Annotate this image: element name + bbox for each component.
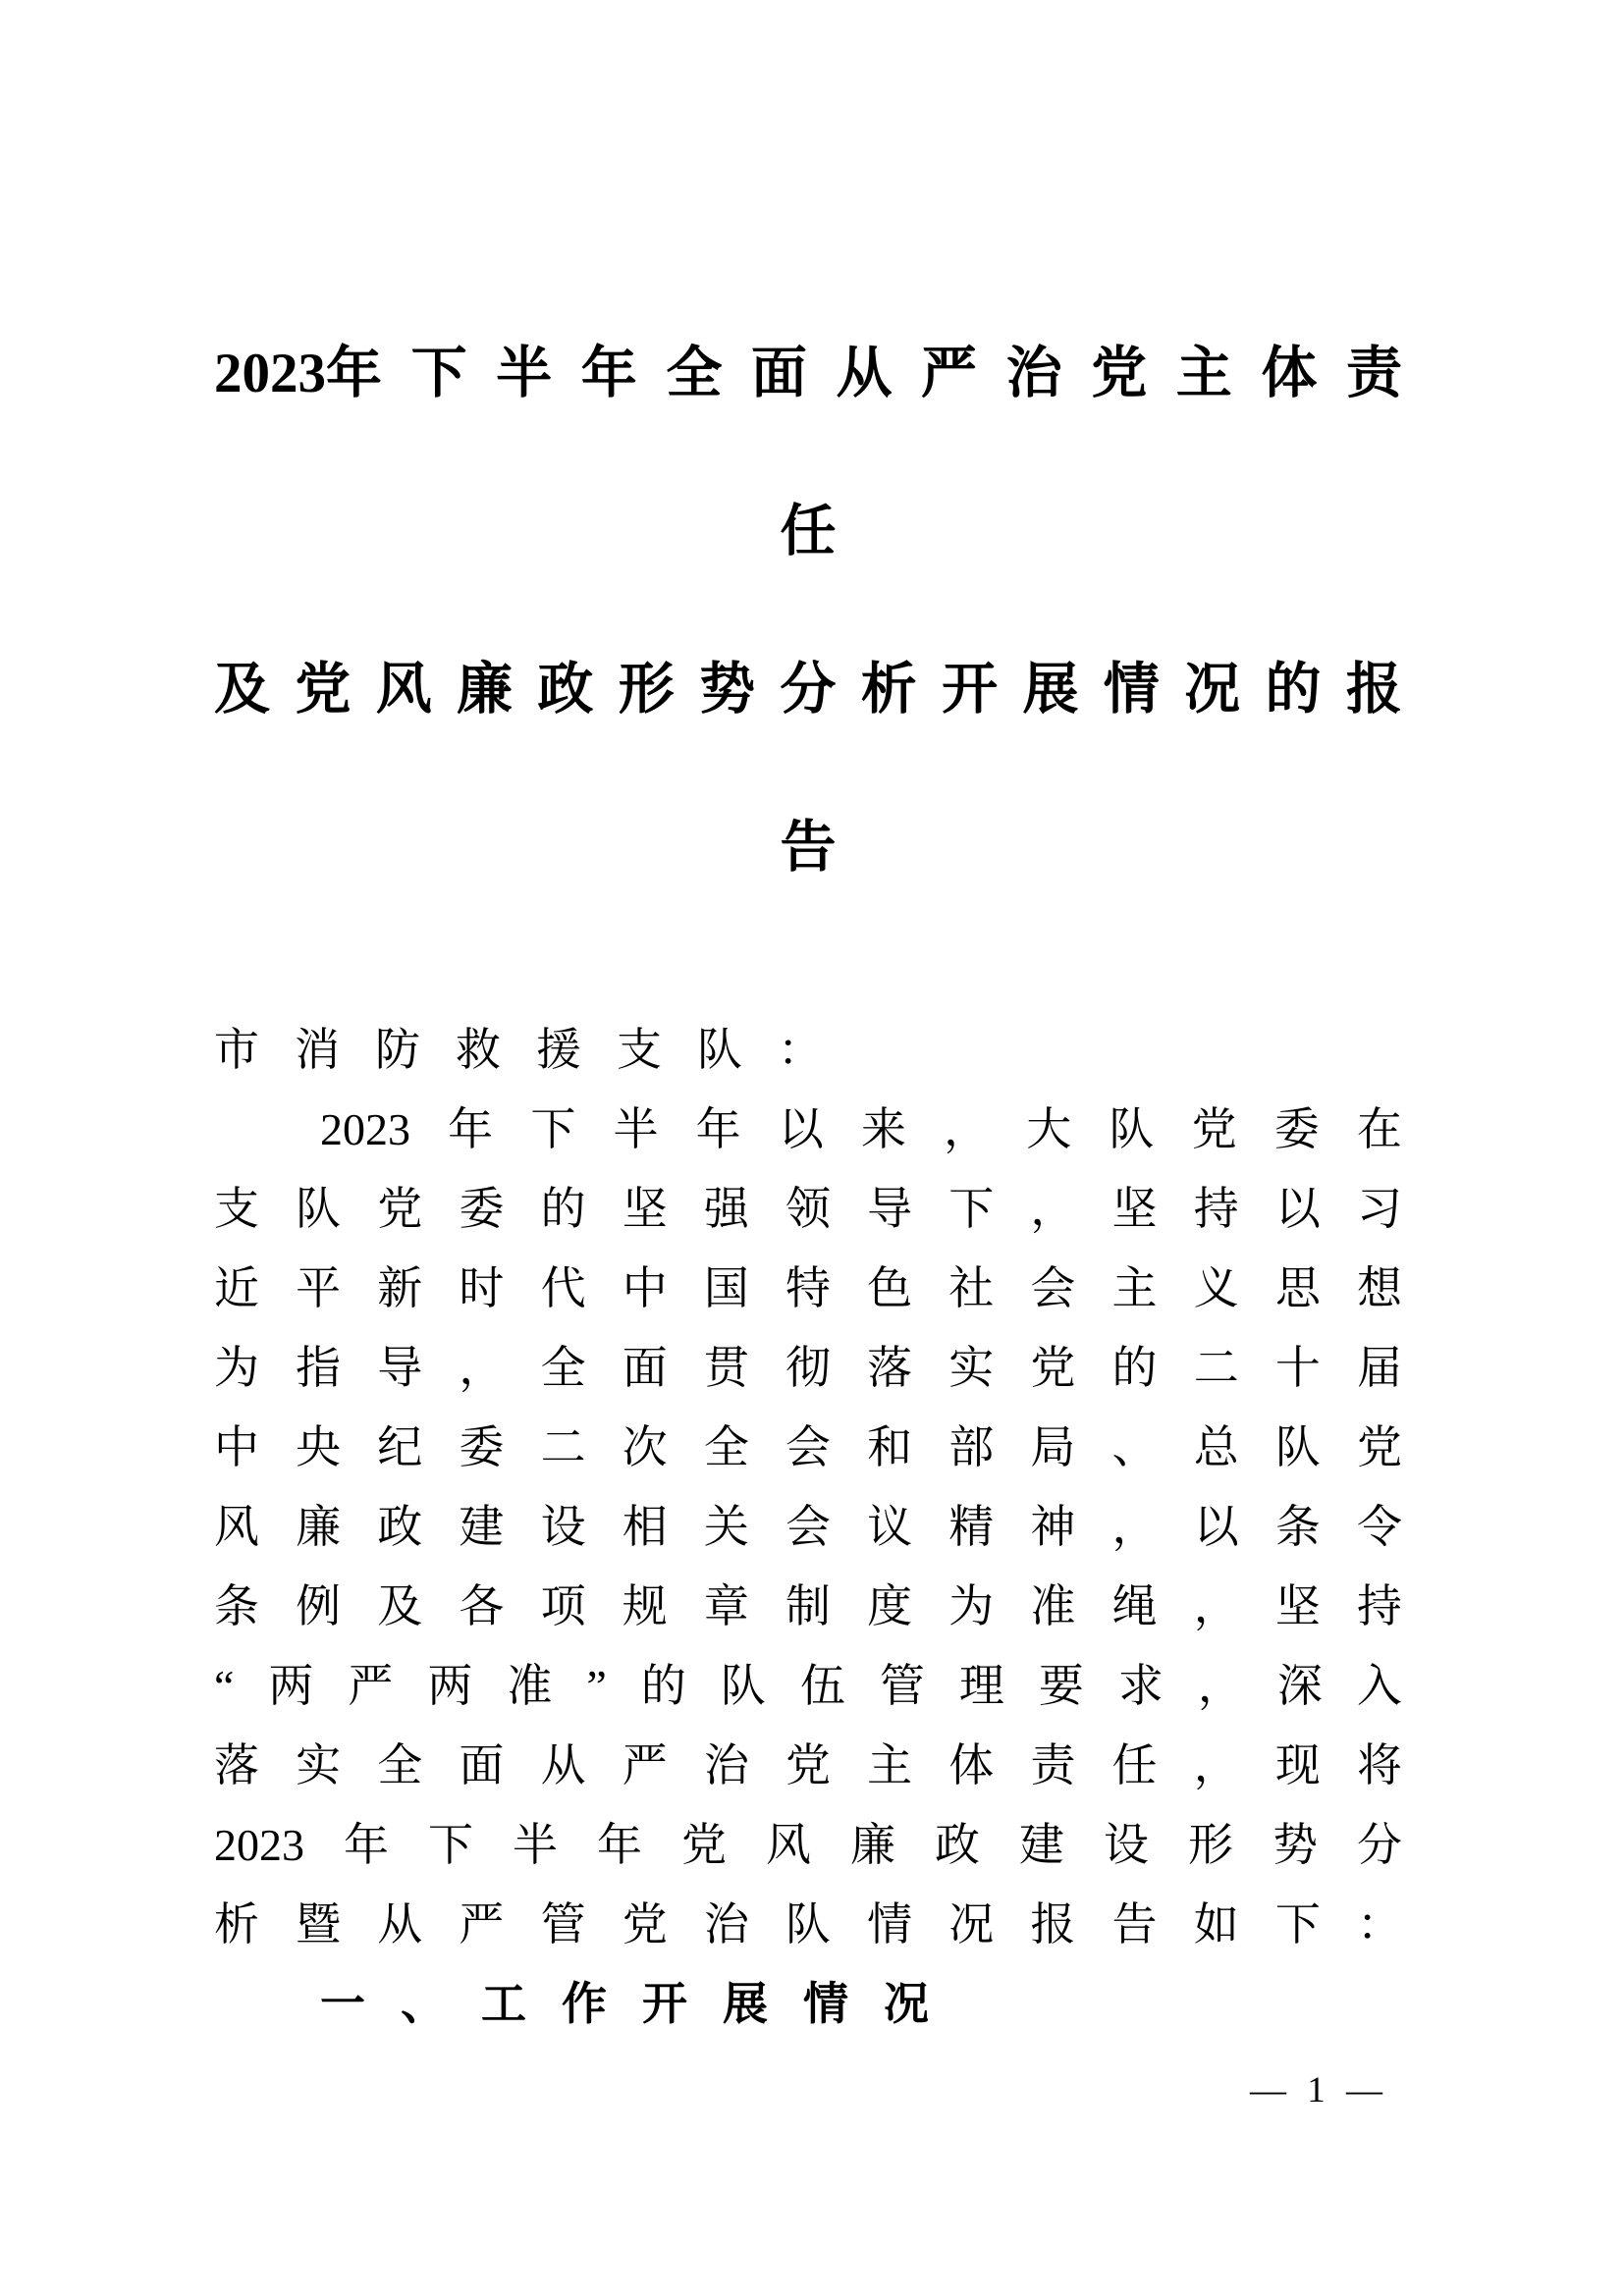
- text-token: 政: [935, 1820, 980, 1870]
- text-token: 习: [1356, 1184, 1402, 1234]
- title-line-1: [214, 294, 1402, 453]
- text-token: 伍: [799, 1661, 845, 1711]
- text-token: 形: [1188, 1820, 1233, 1870]
- text-token: ：: [1356, 1899, 1402, 1949]
- text-token: 届: [1356, 1343, 1402, 1393]
- text-token: 、: [1111, 1422, 1158, 1472]
- text-token: 设: [540, 1502, 586, 1552]
- text-token: 治: [1005, 343, 1062, 404]
- text-token: 中: [622, 1263, 668, 1313]
- text-token: 求: [1117, 1661, 1164, 1711]
- text-token: 条: [1274, 1502, 1321, 1552]
- text-token: 下: [428, 1820, 473, 1870]
- text-token: 在: [1356, 1104, 1402, 1154]
- text-token: 章: [703, 1581, 749, 1631]
- text-token: 持: [1193, 1184, 1239, 1234]
- text-token: 议: [867, 1502, 913, 1552]
- text-token: 委: [1273, 1104, 1320, 1154]
- text-token: 体: [948, 1740, 995, 1790]
- text-token: 色: [867, 1263, 913, 1313]
- text-token: 彻: [785, 1343, 831, 1393]
- text-token: 救: [456, 1025, 501, 1075]
- text-token: 来: [860, 1104, 906, 1154]
- text-token: 相: [622, 1502, 668, 1552]
- text-token: 坚: [1111, 1184, 1158, 1234]
- paragraph-line: [214, 1328, 1402, 1408]
- text-token: 管: [540, 1899, 586, 1949]
- text-token: 制: [785, 1581, 831, 1631]
- text-token: 廉: [296, 1502, 342, 1552]
- text-token: 全: [377, 1740, 423, 1790]
- text-token: “: [214, 1661, 235, 1711]
- text-token: ，: [1193, 1581, 1239, 1631]
- text-token: 防: [375, 1025, 420, 1075]
- text-token: 近: [214, 1263, 259, 1313]
- text-token: 半: [496, 343, 553, 404]
- text-token: 2023: [320, 1104, 410, 1154]
- text-token: 政: [377, 1502, 423, 1552]
- text-token: 队: [1109, 1104, 1155, 1154]
- text-token: 支: [617, 1025, 662, 1075]
- text-token: ，: [1193, 1740, 1239, 1790]
- text-token: 援: [536, 1025, 581, 1075]
- text-token: 严: [348, 1661, 394, 1711]
- text-token: 任: [1111, 1740, 1158, 1790]
- text-token: 实: [948, 1343, 995, 1393]
- text-token: 半: [613, 1104, 659, 1154]
- text-token: 面: [622, 1343, 668, 1393]
- text-token: 落: [214, 1740, 259, 1790]
- text-token: 分: [780, 659, 837, 721]
- text-token: 、: [401, 1978, 446, 2029]
- text-token: ：: [778, 1025, 823, 1075]
- text-token: 党: [1030, 1343, 1076, 1393]
- text-token: 作: [562, 1978, 607, 2029]
- text-token: 党: [295, 659, 352, 721]
- text-token: 现: [1274, 1740, 1321, 1790]
- text-token: 总: [1193, 1422, 1239, 1472]
- text-token: 国: [703, 1263, 749, 1313]
- text-token: 全: [540, 1343, 586, 1393]
- text-token: 年: [448, 1104, 494, 1154]
- text-token: 两: [427, 1661, 473, 1711]
- text-token: 况: [1184, 659, 1241, 721]
- text-token: 委: [459, 1184, 505, 1234]
- text-token: 坚: [1274, 1581, 1321, 1631]
- text-token: 会: [1030, 1263, 1076, 1313]
- text-token: 贯: [703, 1343, 749, 1393]
- text-token: 析: [860, 659, 917, 721]
- text-token: 绳: [1111, 1581, 1158, 1631]
- text-token: 规: [622, 1581, 668, 1631]
- text-token: 会: [785, 1422, 831, 1472]
- text-token: 暨: [296, 1899, 342, 1949]
- text-token: 年: [580, 343, 637, 404]
- text-token: 责: [1030, 1740, 1076, 1790]
- paragraph-line: [214, 1169, 1402, 1249]
- title-line-3: [214, 611, 1402, 769]
- text-token: 将: [1356, 1740, 1402, 1790]
- text-token: 党: [622, 1899, 668, 1949]
- text-token: 一: [320, 1978, 365, 2029]
- text-token: 下: [530, 1104, 576, 1154]
- text-token: ，: [944, 1104, 990, 1154]
- text-token: 建: [1019, 1820, 1064, 1870]
- text-token: 报: [1345, 659, 1402, 721]
- text-token: 析: [214, 1899, 259, 1949]
- text-token: 体: [1261, 343, 1318, 404]
- text-token: 党: [1356, 1422, 1402, 1472]
- text-token: 和: [867, 1422, 913, 1472]
- text-token: 党: [1091, 343, 1148, 404]
- text-token: 例: [296, 1581, 342, 1631]
- text-token: 队: [785, 1899, 831, 1949]
- text-token: 风: [375, 659, 432, 721]
- text-token: 党: [1191, 1104, 1237, 1154]
- text-token: 年: [344, 1820, 389, 1870]
- text-token: 势: [699, 659, 756, 721]
- text-token: 全: [703, 1422, 749, 1472]
- text-token: 开: [942, 659, 999, 721]
- text-token: 准: [1030, 1581, 1076, 1631]
- text-token: 实: [296, 1740, 342, 1790]
- text-token: 党: [377, 1184, 423, 1234]
- text-token: 为: [214, 1343, 259, 1393]
- text-token: 从: [377, 1899, 423, 1949]
- text-token: 的: [640, 1661, 686, 1711]
- text-token: 主: [867, 1740, 913, 1790]
- text-token: 下: [410, 343, 467, 404]
- text-token: 入: [1356, 1661, 1402, 1711]
- text-token: 义: [1193, 1263, 1239, 1313]
- text-token: 从: [540, 1740, 586, 1790]
- text-token: 情: [1103, 659, 1160, 721]
- text-token: 情: [803, 1978, 848, 2029]
- text-token: 以: [1193, 1502, 1239, 1552]
- text-token: 2023: [214, 1820, 304, 1870]
- text-token: 及: [377, 1581, 423, 1631]
- title-line-2: [214, 453, 1402, 611]
- text-token: 令: [1356, 1502, 1402, 1552]
- text-token: 年: [695, 1104, 741, 1154]
- text-token: 风: [214, 1502, 259, 1552]
- text-token: 大: [1026, 1104, 1072, 1154]
- text-token: 消: [295, 1025, 340, 1075]
- text-token: 平: [296, 1263, 342, 1313]
- text-token: 精: [948, 1502, 995, 1552]
- text-token: 队: [1274, 1422, 1321, 1472]
- text-token: 落: [867, 1343, 913, 1393]
- text-token: 如: [1193, 1899, 1239, 1949]
- text-token: 面: [750, 343, 807, 404]
- text-token: 两: [268, 1661, 314, 1711]
- text-token: 思: [1274, 1263, 1321, 1313]
- text-token: 半: [513, 1820, 558, 1870]
- text-token: 队: [697, 1025, 742, 1075]
- text-token: 从: [836, 343, 893, 404]
- text-token: 管: [879, 1661, 925, 1711]
- text-token: 党: [681, 1820, 727, 1870]
- text-token: 政: [537, 659, 594, 721]
- text-token: 的: [1111, 1343, 1158, 1393]
- text-token: 部: [948, 1422, 995, 1472]
- paragraph-line: [214, 1646, 1402, 1726]
- paragraph-line: [214, 1726, 1402, 1805]
- text-token: 展: [1022, 659, 1079, 721]
- paragraph-line: [214, 1885, 1402, 1964]
- text-token: 工: [481, 1978, 526, 2029]
- text-token: 严: [921, 343, 978, 404]
- text-token: 情: [867, 1899, 913, 1949]
- text-token: 理: [958, 1661, 1004, 1711]
- text-token: 队: [720, 1661, 766, 1711]
- text-token: 各: [459, 1581, 505, 1631]
- text-token: 二: [540, 1422, 586, 1472]
- page-number: — 1 —: [1250, 2070, 1388, 2110]
- text-token: 特: [785, 1263, 831, 1313]
- section-heading: [214, 1964, 1402, 2044]
- text-token: 委: [459, 1422, 505, 1472]
- text-token: 下: [1274, 1899, 1321, 1949]
- text-token: 严: [459, 1899, 505, 1949]
- text-token: 面: [459, 1740, 505, 1790]
- text-token: 局: [1030, 1422, 1076, 1472]
- text-token: 想: [1356, 1263, 1402, 1313]
- salutation-line: [214, 1010, 1402, 1090]
- text-token: 治: [703, 1740, 749, 1790]
- paragraph-line: [214, 1090, 1402, 1169]
- text-token: 的: [540, 1184, 586, 1234]
- text-token: ，: [1030, 1184, 1076, 1234]
- text-token: 十: [1274, 1343, 1321, 1393]
- text-token: 况: [948, 1899, 995, 1949]
- text-token: 深: [1276, 1661, 1323, 1711]
- text-token: 展: [723, 1978, 768, 2029]
- text-token: 廉: [850, 1820, 895, 1870]
- text-token: 形: [618, 659, 675, 721]
- text-token: 势: [1272, 1820, 1318, 1870]
- text-token: 准: [507, 1661, 553, 1711]
- text-token: 队: [296, 1184, 342, 1234]
- paragraph-line: [214, 1249, 1402, 1328]
- document-title: [214, 294, 1402, 927]
- text-token: 持: [1356, 1581, 1402, 1631]
- text-token: 年: [597, 1820, 642, 1870]
- text-token: 导: [867, 1184, 913, 1234]
- text-token: 时: [459, 1263, 505, 1313]
- text-token: 坚: [622, 1184, 668, 1234]
- text-token: 二: [1193, 1343, 1239, 1393]
- text-token: 项: [540, 1581, 586, 1631]
- text-token: 神: [1030, 1502, 1076, 1552]
- text-token: 会: [785, 1502, 831, 1552]
- text-token: 关: [703, 1502, 749, 1552]
- text-token: 党: [785, 1740, 831, 1790]
- text-token: 次: [622, 1422, 668, 1472]
- text-token: 全: [666, 343, 723, 404]
- text-token: 及: [214, 659, 270, 721]
- text-token: 的: [1265, 659, 1322, 721]
- text-token: 导: [377, 1343, 423, 1393]
- document-body: [214, 1010, 1402, 2044]
- text-token: 强: [703, 1184, 749, 1234]
- paragraph-line: [214, 1567, 1402, 1646]
- text-token: 指: [296, 1343, 342, 1393]
- text-token: 市: [214, 1025, 259, 1075]
- paragraph-line: [214, 1487, 1402, 1567]
- text-token: 报: [1030, 1899, 1076, 1949]
- text-token: 2023年: [214, 343, 382, 404]
- text-token: ，: [1197, 1661, 1243, 1711]
- text-token: 任: [780, 501, 837, 562]
- text-token: 度: [867, 1581, 913, 1631]
- text-token: 建: [459, 1502, 505, 1552]
- text-token: 以: [1274, 1184, 1321, 1234]
- text-token: 治: [703, 1899, 749, 1949]
- text-token: 条: [214, 1581, 259, 1631]
- text-token: 主: [1175, 343, 1232, 404]
- text-token: 以: [778, 1104, 824, 1154]
- text-token: 风: [766, 1820, 811, 1870]
- text-token: 告: [780, 817, 837, 879]
- text-token: 为: [948, 1581, 995, 1631]
- text-token: 责: [1345, 343, 1402, 404]
- text-token: 代: [540, 1263, 586, 1313]
- paragraph-line: [214, 1805, 1402, 1885]
- text-token: 分: [1357, 1820, 1402, 1870]
- text-token: 况: [884, 1978, 929, 2029]
- text-token: 下: [948, 1184, 995, 1234]
- text-token: 中: [214, 1422, 259, 1472]
- paragraph-line: [214, 1408, 1402, 1487]
- text-token: 告: [1111, 1899, 1158, 1949]
- text-token: 社: [948, 1263, 995, 1313]
- text-token: 严: [622, 1740, 668, 1790]
- text-token: 主: [1111, 1263, 1158, 1313]
- text-token: 支: [214, 1184, 259, 1234]
- text-token: 央: [296, 1422, 342, 1472]
- text-token: ”: [586, 1661, 607, 1711]
- text-token: 领: [785, 1184, 831, 1234]
- title-line-4: [214, 769, 1402, 927]
- text-token: ，: [1111, 1502, 1158, 1552]
- text-token: ，: [459, 1343, 505, 1393]
- text-token: 要: [1038, 1661, 1084, 1711]
- text-token: 新: [377, 1263, 423, 1313]
- text-token: 设: [1104, 1820, 1149, 1870]
- text-token: 纪: [377, 1422, 423, 1472]
- text-token: 开: [642, 1978, 687, 2029]
- text-token: 廉: [457, 659, 514, 721]
